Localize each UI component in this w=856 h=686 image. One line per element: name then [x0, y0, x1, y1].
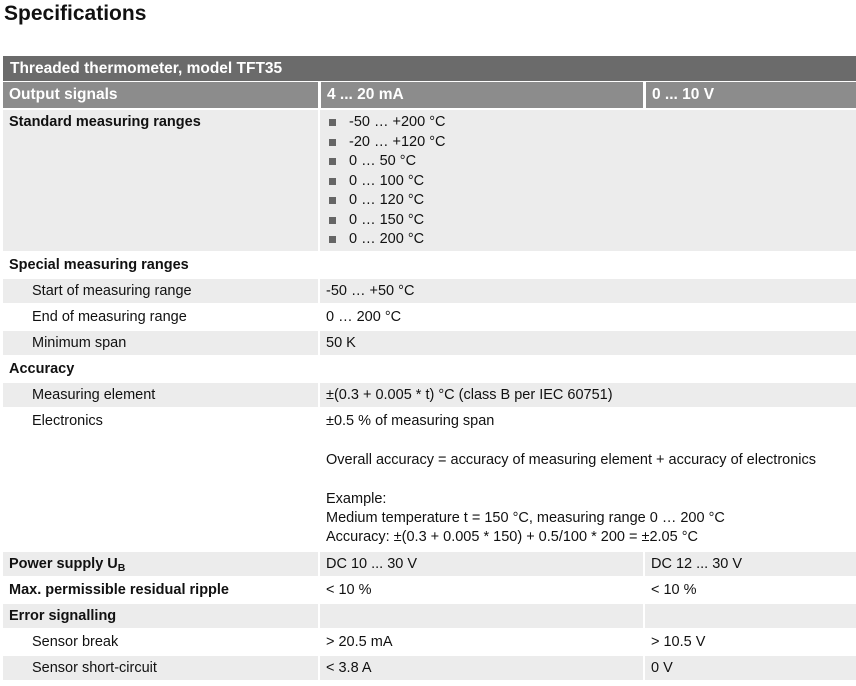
list-item: 0 … 200 °C: [326, 230, 856, 250]
bullet-square-icon: [329, 197, 336, 204]
measuring-element-value: ±(0.3 + 0.005 * t) °C (class B per IEC 60751): [318, 383, 856, 407]
accuracy-row: [3, 357, 856, 383]
start-range-row: [3, 279, 856, 305]
measuring-element-row: [3, 383, 856, 409]
list-item: 0 … 50 °C: [326, 152, 856, 172]
special-ranges-row: [3, 253, 856, 279]
sensor-break-label: Sensor break: [32, 634, 119, 650]
min-span-row: [3, 331, 856, 357]
end-range-label: End of measuring range: [32, 309, 187, 325]
spec-table: [3, 56, 856, 682]
special-ranges-label: Special measuring ranges: [9, 257, 189, 273]
start-range-value: -50 … +50 °C: [318, 279, 856, 303]
electronics-label: Electronics: [32, 413, 103, 429]
overall-accuracy: Overall accuracy = accuracy of measuring element + accuracy of electronics: [326, 452, 816, 468]
list-item: 0 … 100 °C: [326, 172, 856, 192]
ripple-4-20ma: < 10 %: [318, 578, 643, 602]
output-signals-header-row: [3, 82, 856, 110]
output-signals-label: Output signals: [9, 86, 118, 103]
bullet-square-icon: [329, 139, 336, 146]
error-signalling-label: Error signalling: [9, 608, 117, 624]
standard-ranges-list: [318, 110, 856, 251]
sensor-short-0-10v: 0 V: [643, 656, 856, 680]
end-range-row: [3, 305, 856, 331]
sensor-short-4-20ma: < 3.8 A: [318, 656, 643, 680]
sensor-break-row: [3, 630, 856, 656]
electronics-value: [318, 409, 856, 550]
sensor-short-row: [3, 656, 856, 682]
end-range-value: 0 … 200 °C: [318, 305, 856, 329]
ripple-row: [3, 578, 856, 604]
list-item: -50 … +200 °C: [326, 113, 856, 133]
ripple-0-10v: < 10 %: [643, 578, 856, 602]
output-4-20ma-header: 4 ... 20 mA: [318, 82, 643, 108]
sensor-break-4-20ma: > 20.5 mA: [318, 630, 643, 654]
standard-ranges-row: [3, 110, 856, 253]
bullet-square-icon: [329, 158, 336, 165]
example-line-2: Accuracy: ±(0.3 + 0.005 * 150) + 0.5/100 * 200 = ±2.05 °C: [326, 529, 698, 545]
sensor-short-label: Sensor short-circuit: [32, 660, 157, 676]
min-span-label: Minimum span: [32, 335, 127, 351]
bullet-square-icon: [329, 217, 336, 224]
error-signalling-row: [3, 604, 856, 630]
bullet-square-icon: [329, 119, 336, 126]
power-supply-0-10v: DC 12 ... 30 V: [643, 552, 856, 576]
power-supply-row: [3, 552, 856, 578]
list-item: -20 … +120 °C: [326, 133, 856, 153]
accuracy-label: Accuracy: [9, 361, 75, 377]
example-line-1: Medium temperature t = 150 °C, measuring range 0 … 200 °C: [326, 510, 725, 526]
electronics-accuracy: ±0.5 % of measuring span: [326, 413, 495, 429]
power-supply-4-20ma: DC 10 ... 30 V: [318, 552, 643, 576]
power-supply-label: Power supply $U_B$: [9, 556, 126, 574]
measuring-element-label: Measuring element: [32, 387, 156, 403]
sensor-break-0-10v: > 10.5 V: [643, 630, 856, 654]
bullet-square-icon: [329, 178, 336, 185]
bullet-square-icon: [329, 236, 336, 243]
example-label: Example:: [326, 491, 387, 507]
ripple-label: Max. permissible residual ripple: [9, 582, 229, 598]
page-title: Specifications: [4, 2, 147, 25]
start-range-label: Start of measuring range: [32, 283, 192, 299]
min-span-value: 50 K: [318, 331, 856, 355]
standard-ranges-label: Standard measuring ranges: [9, 114, 201, 130]
table-title: Threaded thermometer, model TFT35: [3, 56, 856, 82]
list-item: 0 … 150 °C: [326, 211, 856, 231]
list-item: 0 … 120 °C: [326, 191, 856, 211]
output-0-10v-header: 0 ... 10 V: [643, 82, 856, 108]
electronics-row: [3, 409, 856, 552]
